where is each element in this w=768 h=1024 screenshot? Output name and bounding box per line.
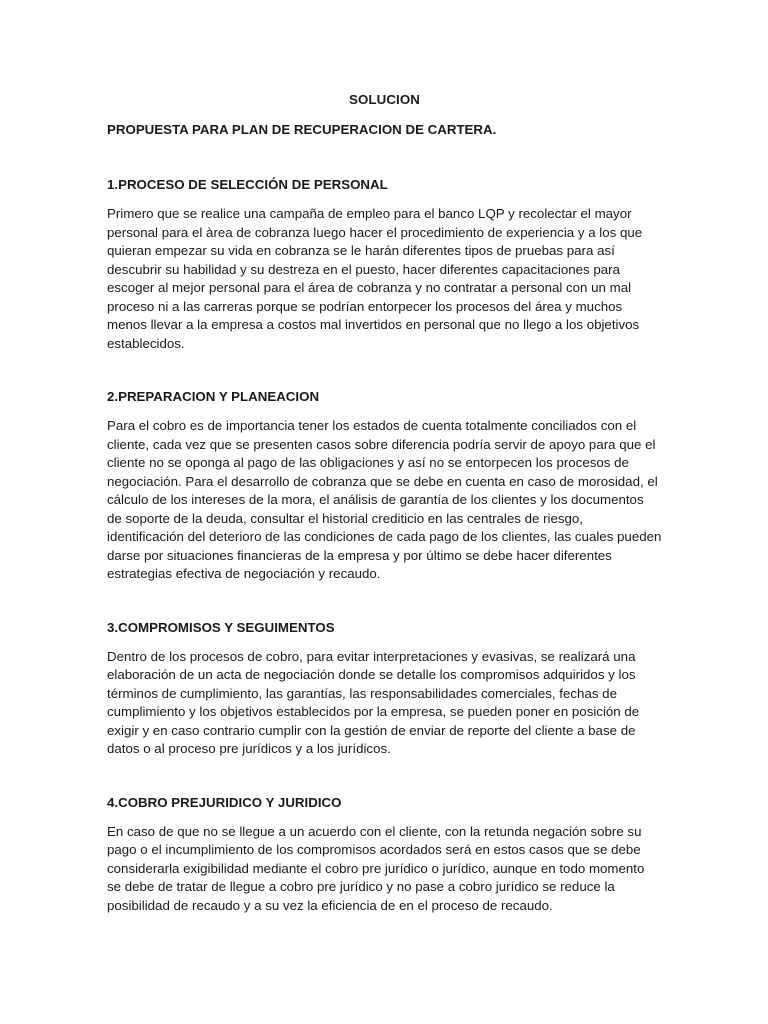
section-heading: 4.COBRO PREJURIDICO Y JURIDICO — [107, 794, 342, 810]
section-paragraph: Dentro de los procesos de cobro, para evitar interpretaciones y evasivas, se realizará una elaboración de un acta de negociación donde se detalle los compromisos adquiridos y los términos de cumplimiento, las garantías, las responsabilidades comerciales, fechas de cumplimiento y los objetivos establecidos por la empresa, se pueden poner en posición de exigir y en caso contrario cumplir con la gestión de enviar de reporte del cliente a base de datos o al proceso pre jurídicos y a los jurídicos. — [107, 648, 640, 756]
section-heading: 2.PREPARACION Y PLANEACION — [107, 389, 320, 404]
section-preparation-planning — [107, 387, 662, 584]
section-paragraph: En caso de que no se llegue a un acuerdo con el cliente, con la retunda negación sobre su pago o el incumplimiento de los compromisos acordados será en estos casos que se debe considerarla exigibilidad mediante el cobro pre jurídico o jurídico, aunque en todo momento se debe de tratar de llegue a cobro pre jurídico y no pase a cobro jurídico se reduce la posibilidad de recaudo y a su vez la eficiencia de en el proceso de recaudo. — [107, 823, 645, 913]
section-paragraph: Primero que se realice una campaña de empleo para el banco LQP y recolectar el mayor personal para el àrea de cobranza luego hacer el procedimiento de experiencia y a los que quieran empezar su vida en cobranza se le harán diferentes tipos de pruebas para así descubrir su habilidad y su destreza en el puesto, hacer diferentes capacitaciones para escoger al mejor personal para el área de cobranza y no contratar a personal con un mal proceso ni a las carreras porque se podrían entorpecer los procesos del área y muchos menos llevar a la empresa a costos mal invertidos en personal que no llego a los objetivos establecidos. — [107, 206, 643, 351]
section-heading: 3.COMPROMISOS Y SEGUIMENTOS — [107, 619, 335, 635]
section-commitments-followup — [107, 618, 662, 759]
document-content — [107, 90, 662, 915]
document-title: SOLUCION — [349, 92, 420, 107]
section-personnel-selection — [107, 175, 662, 353]
section-legal-collection — [107, 793, 662, 916]
section-heading: 1.PROCESO DE SELECCIÓN DE PERSONAL — [107, 177, 388, 192]
section-paragraph: Para el cobro es de importancia tener los estados de cuenta totalmente conciliados con el cliente, cada vez que se presenten casos sobre diferencia podría servir de apoyo para que el cliente no se oponga al pago de las obligaciones y así no se entorpecen los procesos de negociación. Para el desarrollo de cobranza que se debe en cuenta en caso de morosidad, el cálculo de los intereses de la mora, el análisis de garantía de los clientes y los documentos de soporte de la deuda, consultar el historial crediticio en las centrales de riesgo, identificación del deterioro de las condiciones de cada pago de los clientes, las cuales pueden darse por situaciones financieras de la empresa y por último se debe hacer diferentes estrategias efectiva de negociación y recaudo. — [107, 418, 662, 581]
document-subtitle: PROPUESTA PARA PLAN DE RECUPERACION DE CARTERA. — [107, 122, 497, 137]
